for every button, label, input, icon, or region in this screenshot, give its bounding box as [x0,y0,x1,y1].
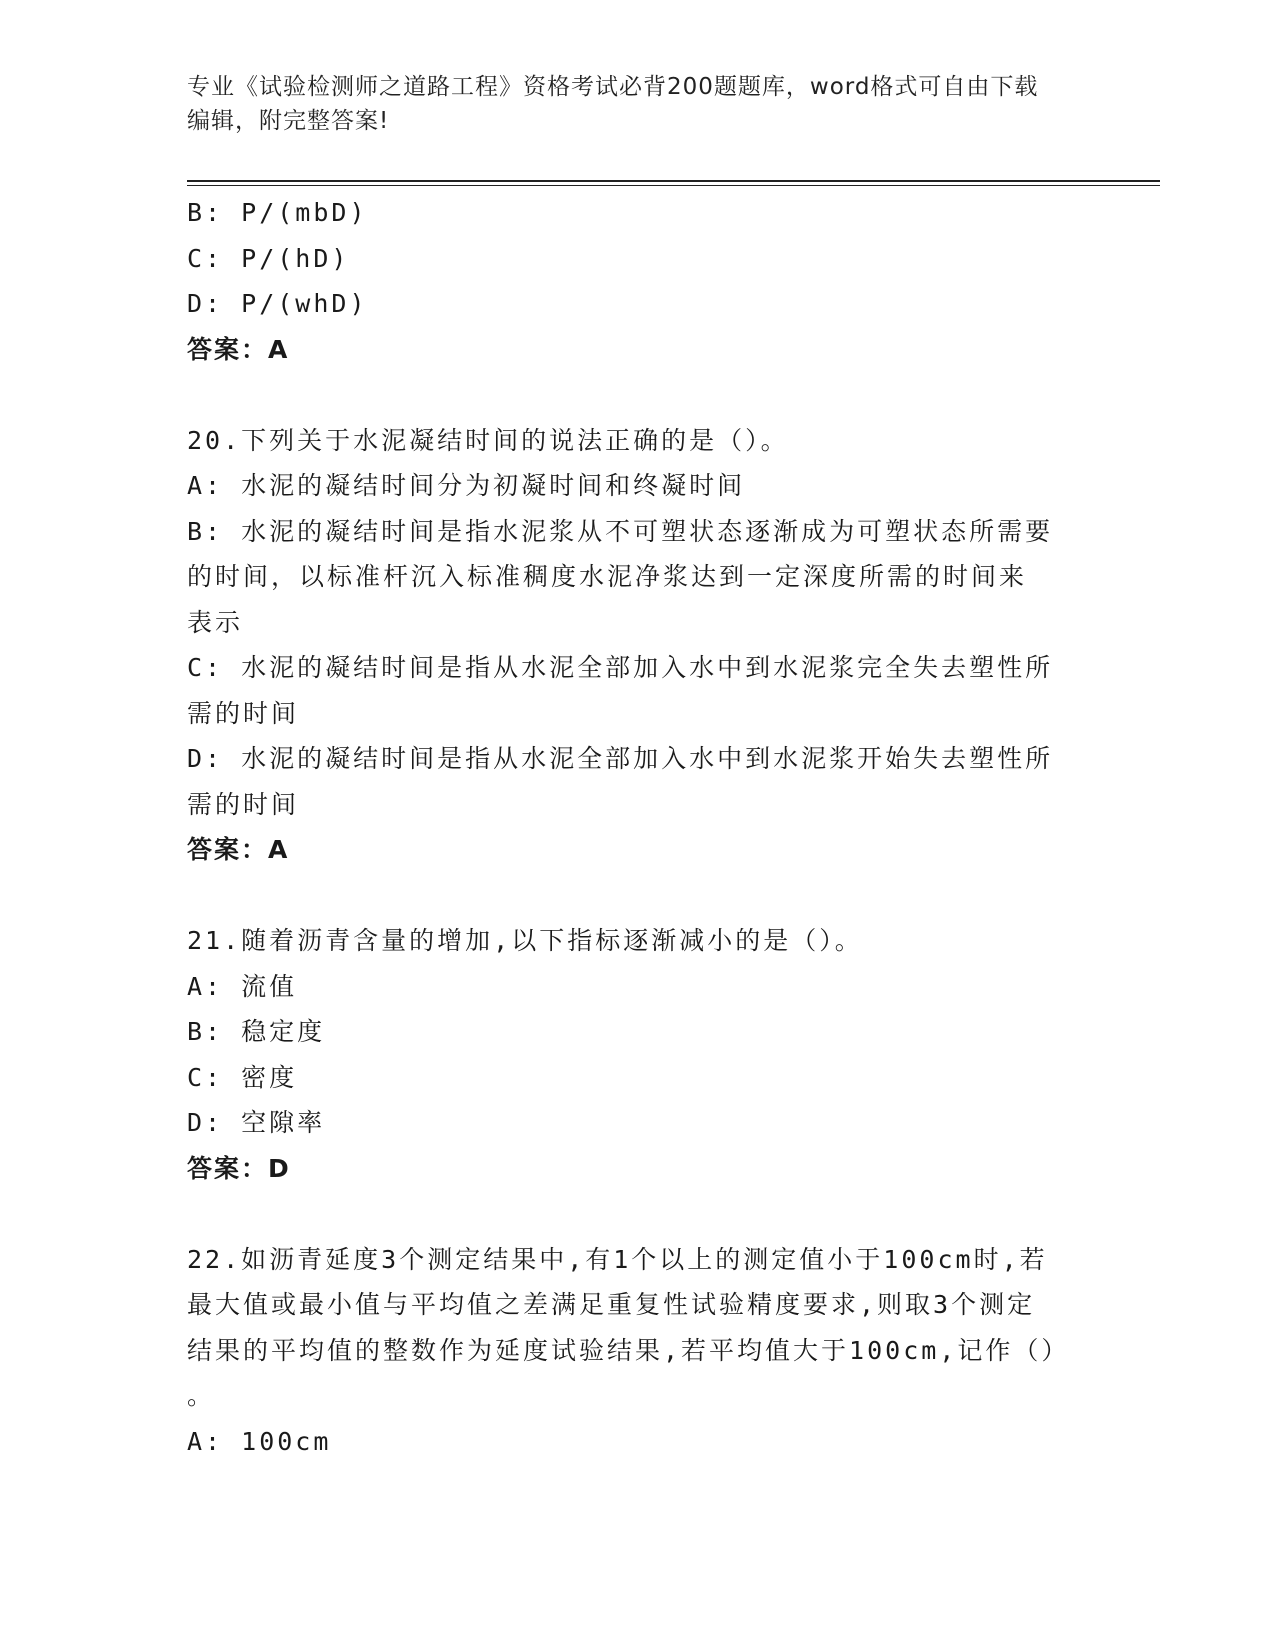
option-b-line-3: 表示 [187,607,244,637]
question-text-line-3: 结果的平均值的整数作为延度试验结果,若平均值大于100cm,记作（） [187,1335,1070,1365]
answer: 答案：D [187,1153,291,1183]
option-a: A: 流值 [187,971,298,1001]
option-c-line-1: C: 水泥的凝结时间是指从水泥全部加入水中到水泥浆完全失去塑性所 [187,653,1054,682]
answer: 答案：A [187,835,290,864]
document-header [187,70,1087,138]
option-c: C: 密度 [187,1062,298,1092]
question-text-line-2: 最大值或最小值与平均值之差满足重复性试验精度要求,则取3个测定 [187,1290,1036,1319]
question-19-tail [187,190,1087,372]
header-rule-thin [187,185,1160,186]
option-d: D: 空隙率 [187,1108,326,1137]
option-c-line-2: 需的时间 [187,698,300,728]
question-text: 20.下列关于水泥凝结时间的说法正确的是（）。 [187,425,789,455]
option-c: C: P/(hD) [187,243,350,273]
header-rule-thick [187,180,1160,182]
option-d: D: P/(whD) [187,289,368,318]
question-text: 21.随着沥青含量的增加,以下指标逐渐减小的是（）。 [187,926,863,955]
option-b-line-1: B: 水泥的凝结时间是指水泥浆从不可塑状态逐渐成为可塑状态所需要 [187,516,1054,546]
option-b: B: P/(mbD) [187,198,368,227]
question-22 [187,1237,1087,1465]
question-text-line-1: 22.如沥青延度3个测定结果中,有1个以上的测定值小于100cm时,若 [187,1244,1048,1274]
question-21 [187,918,1087,1191]
option-b: B: 稳定度 [187,1017,326,1046]
question-20 [187,418,1087,873]
answer: 答案：A [187,334,290,364]
option-d-line-2: 需的时间 [187,789,300,819]
spacer [187,873,1087,919]
question-text-line-4: 。 [187,1381,216,1410]
question-content [187,190,1087,1464]
option-d-line-1: D: 水泥的凝结时间是指从水泥全部加入水中到水泥浆开始失去塑性所 [187,744,1054,773]
spacer [187,372,1087,418]
option-a: A: 100cm [187,1426,332,1456]
header-line-1: 专业《试验检测师之道路工程》资格考试必背200题题库，word格式可自由下载 [187,74,1039,100]
header-line-2: 编辑，附完整答案! [187,108,390,134]
option-a: A: 水泥的凝结时间分为初凝时间和终凝时间 [187,471,746,500]
spacer [187,1191,1087,1237]
option-b-line-2: 的时间，以标准杆沉入标准稠度水泥净浆达到一定深度所需的时间来 [187,562,1028,591]
